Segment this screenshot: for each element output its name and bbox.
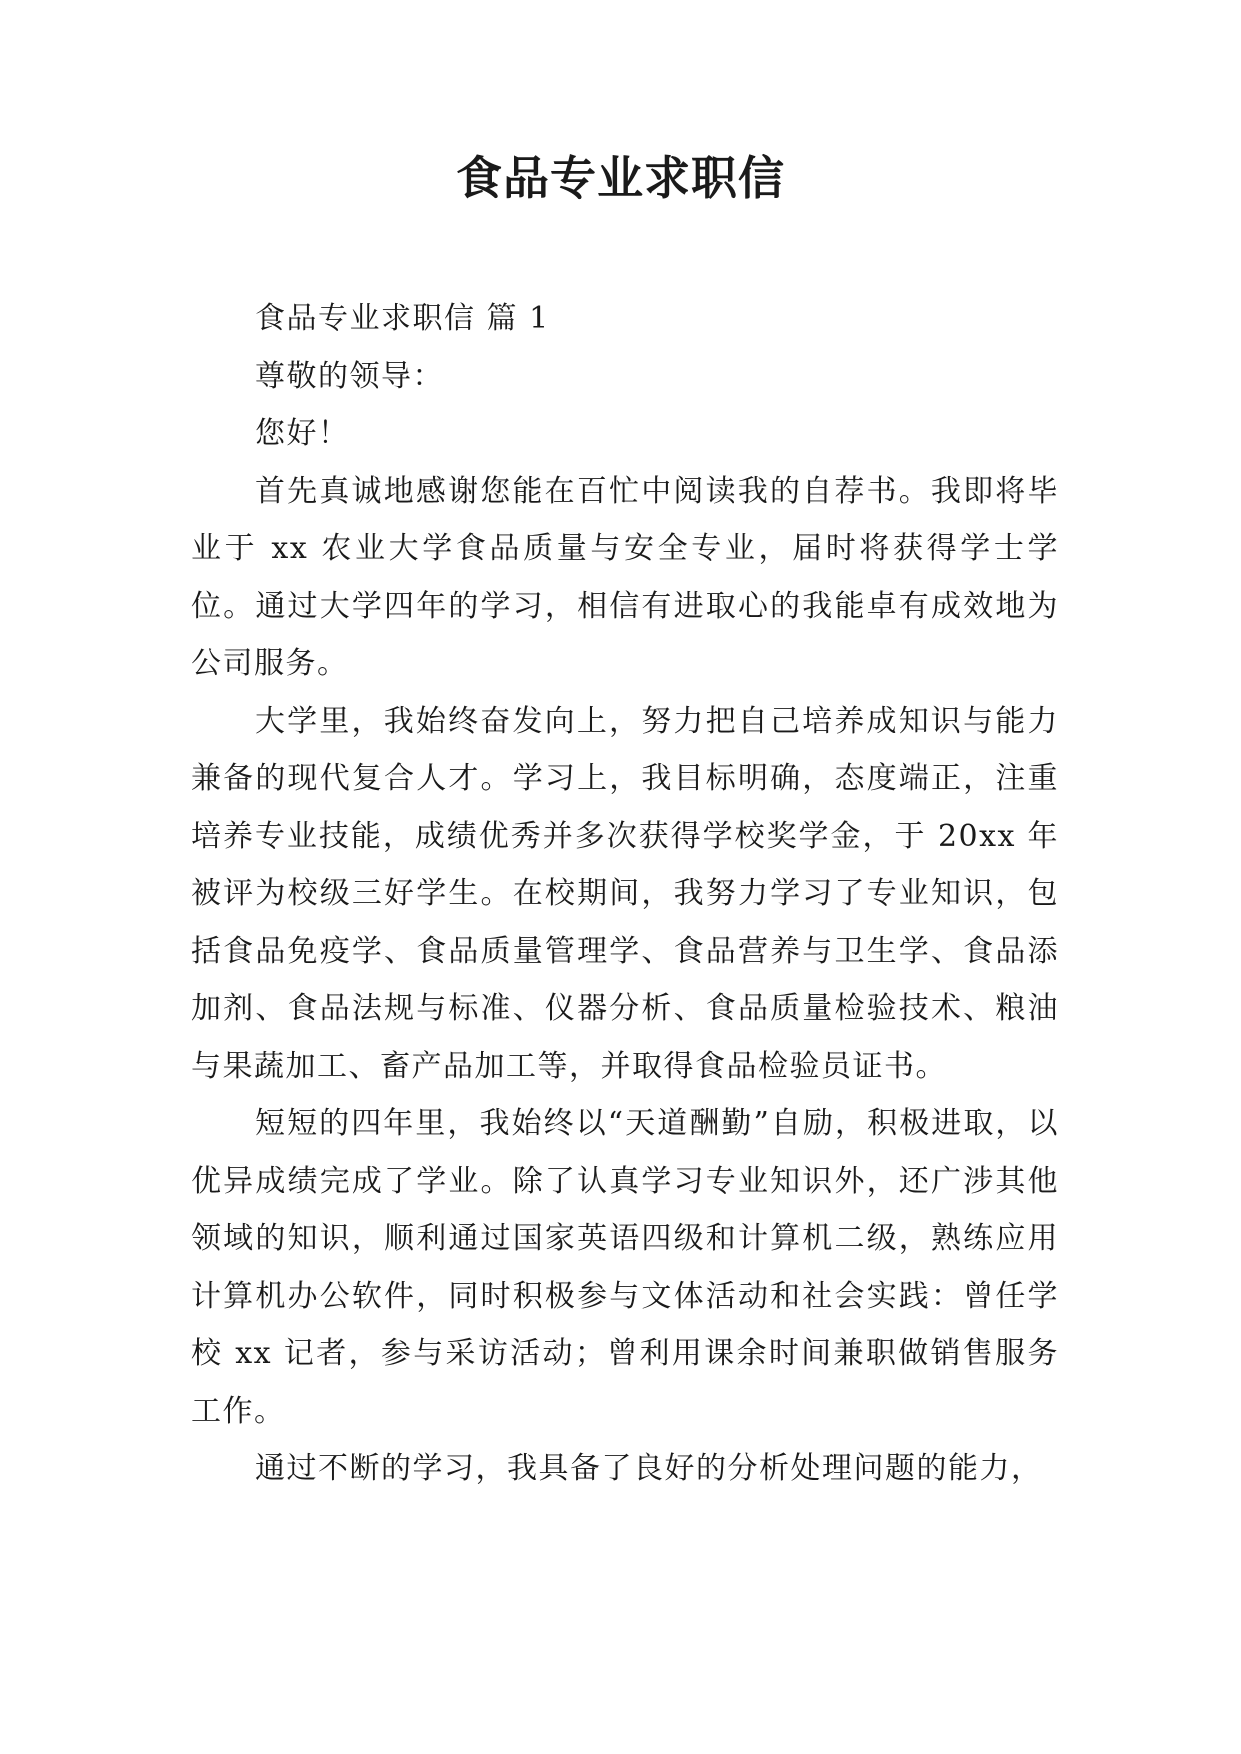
- document-title: 食品专业求职信: [456, 151, 785, 205]
- heading-line: 食品专业求职信 篇 1: [255, 301, 550, 336]
- paragraph: 首先真诚地感谢您能在百忙中阅读我的自荐书。我即将毕业于 xx 农业大学食品质量与安全专业，届时将获得学士学位。通过大学四年的学习，相信有进取心的我能卓有成效地为公司服务。: [191, 473, 1059, 681]
- paragraph: 大学里，我始终奋发向上，努力把自己培养成知识与能力兼备的现代复合人才。学习上，我目标明确，态度端正，注重培养专业技能，成绩优秀并多次获得学校奖学金，于 20xx 年被评为校级三好学生。在校期间，我努力学习了专业知识，包括食品免疫学、食品质量管理学、食品营养与卫生学、食品添加剂、食品法规与标准、仪器分析、食品质量检验技术、粮油与果蔬加工、畜产品加工等，并取得食品检验员证书。: [191, 703, 1059, 1084]
- salutation: 尊敬的领导：: [255, 358, 444, 394]
- greeting: 您好！: [255, 416, 350, 451]
- paragraph: 短短的四年里，我始终以“天道酬勤”自励，积极进取，以优异成绩完成了学业。除了认真学习专业知识外，还广涉其他领域的知识，顺利通过国家英语四级和计算机二级，熟练应用计算机办公软件，同时积极参与文体活动和社会实践：曾任学校 xx 记者，参与采访活动；曾利用课余时间兼职做销售服务工作。: [191, 1106, 1059, 1429]
- letter-body: [191, 290, 1059, 1498]
- paragraph: 通过不断的学习，我具备了良好的分析处理问题的能力，: [255, 1451, 1043, 1486]
